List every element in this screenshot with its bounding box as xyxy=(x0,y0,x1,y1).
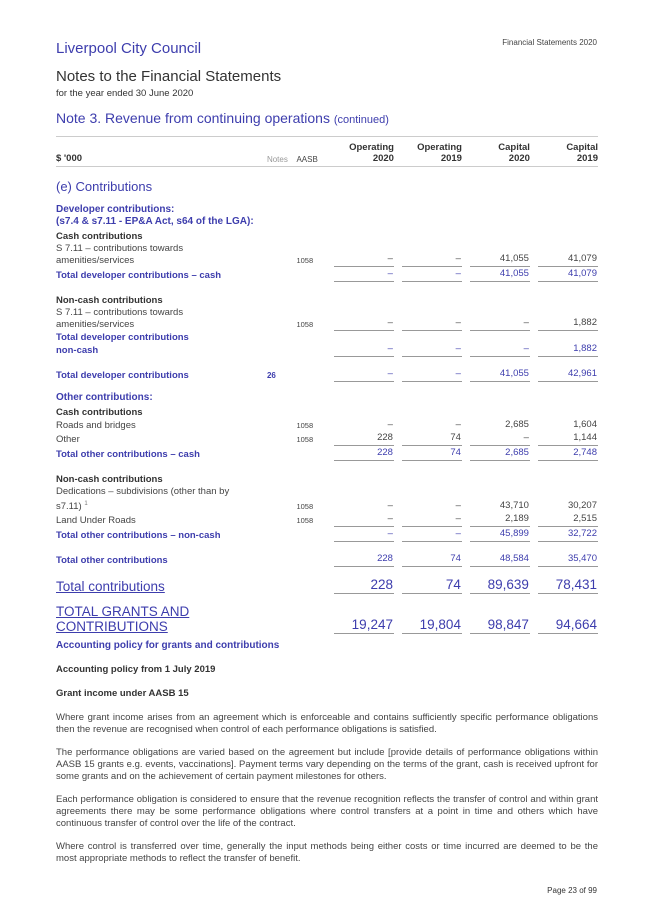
policy-paragraph: Each performance obligation is considered to ensure that the revenue recognition reflects the transfer of control and within grant agreements there may be some performance obligations where control transfers at a point in time and others which have continuous transfer of control over the life of the contract. xyxy=(56,794,598,829)
value-cell xyxy=(530,552,598,567)
subtotal-row xyxy=(56,331,598,357)
col-header-top: Capital xyxy=(498,142,530,153)
section-title-row xyxy=(56,167,598,205)
value: 30,207 xyxy=(567,500,597,512)
note-title-text: Note 3. Revenue from continuing operations xyxy=(56,110,330,126)
value: – xyxy=(334,367,394,382)
row-aasb: 1058 xyxy=(296,435,314,444)
subtotal-row xyxy=(56,527,598,542)
value-cell xyxy=(462,577,530,594)
col-header-units: $ '000 xyxy=(56,137,257,167)
value: – xyxy=(387,500,393,512)
developer-cash-heading: Cash contributions xyxy=(56,231,143,242)
value-cell xyxy=(462,243,530,267)
row-label-line2: s7.11) xyxy=(56,501,82,513)
column-header-row xyxy=(56,137,598,167)
section-title: (e) Contributions xyxy=(56,179,153,194)
row-notes xyxy=(257,552,297,567)
col-header-top: Operating xyxy=(417,142,462,153)
value: – xyxy=(470,432,530,446)
value: 43,710 xyxy=(499,500,529,512)
spacer xyxy=(56,357,598,367)
page-number: Page 23 of 99 xyxy=(547,886,597,895)
value: – xyxy=(455,500,461,512)
row-label xyxy=(56,331,257,357)
subtotal-row xyxy=(56,446,598,461)
row-label xyxy=(56,243,257,267)
value: 2,685 xyxy=(505,419,529,430)
row-label xyxy=(56,577,257,594)
spacer xyxy=(56,542,598,552)
table-row xyxy=(56,486,598,513)
col-header-top: Operating xyxy=(349,142,394,153)
table-row xyxy=(56,419,598,432)
value: 32,722 xyxy=(538,527,598,542)
policy-subheading: Grant income under AASB 15 xyxy=(56,688,189,699)
row-notes xyxy=(257,243,297,267)
policy-paragraph: Where control is transferred over time, generally the input methods being either costs or time incurred are deemed to be the most appropriate methods to reflect the transfer of benefit. xyxy=(56,841,598,864)
value-cell xyxy=(326,307,394,331)
footnote-marker: 1 xyxy=(84,501,88,507)
value: 41,079 xyxy=(538,267,598,282)
row-aasb: 1058 xyxy=(296,516,314,526)
group-title-row xyxy=(56,392,598,404)
value-cell xyxy=(326,486,394,513)
value-cell xyxy=(326,267,394,282)
subheading-row xyxy=(56,228,598,243)
value: 94,664 xyxy=(538,617,598,634)
value-cell xyxy=(394,446,462,461)
value-cell xyxy=(462,527,530,542)
value-cell xyxy=(530,577,598,594)
other-noncash-heading: Non-cash contributions xyxy=(56,474,163,485)
subheading-row xyxy=(56,292,598,307)
value: 19,247 xyxy=(334,617,394,634)
value: 2,515 xyxy=(538,513,598,527)
value-cell xyxy=(326,367,394,382)
organisation-name: Liverpool City Council xyxy=(56,40,202,57)
value-cell xyxy=(462,307,530,331)
developer-title xyxy=(56,204,598,228)
row-label: Other xyxy=(56,434,80,445)
row-aasb: 1058 xyxy=(296,421,314,430)
row-notes xyxy=(257,446,297,461)
value-cell xyxy=(394,419,462,432)
value: – xyxy=(402,367,462,382)
spacer xyxy=(56,282,598,292)
document-subtitle: for the year ended 30 June 2020 xyxy=(56,88,194,99)
value: 74 xyxy=(402,552,462,567)
value-cell xyxy=(530,432,598,446)
grand-total-row xyxy=(56,604,598,634)
value: 2,685 xyxy=(470,446,530,461)
value: 89,639 xyxy=(470,577,530,594)
value-cell xyxy=(326,331,394,357)
col-header-operating-2019 xyxy=(394,137,462,167)
value-cell xyxy=(326,243,394,267)
value: 41,055 xyxy=(470,367,530,382)
developer-title-line1: Developer contributions: xyxy=(56,204,175,215)
note-title xyxy=(56,110,389,126)
row-label-text: Total contributions xyxy=(56,579,165,595)
value: – xyxy=(334,317,394,331)
value-cell xyxy=(462,432,530,446)
value: 1,604 xyxy=(573,419,597,430)
row-label: Total other contributions – non-cash xyxy=(56,530,221,542)
row-label xyxy=(56,486,257,513)
value-cell xyxy=(462,367,530,382)
row-aasb xyxy=(296,552,326,567)
value: – xyxy=(334,513,394,527)
value-cell xyxy=(394,527,462,542)
value-cell xyxy=(462,604,530,634)
col-header-year: 2020 xyxy=(508,153,530,164)
spacer xyxy=(56,461,598,471)
value: 74 xyxy=(402,432,462,446)
row-label: Land Under Roads xyxy=(56,515,136,527)
value-cell xyxy=(530,513,598,527)
spacer xyxy=(56,382,598,392)
value-cell xyxy=(530,446,598,461)
value-cell xyxy=(530,307,598,331)
subheading-row xyxy=(56,404,598,419)
value: 74 xyxy=(402,577,462,594)
value: 228 xyxy=(334,446,394,461)
row-notes xyxy=(257,604,297,634)
row-aasb: 1058 xyxy=(296,320,314,329)
value-cell xyxy=(462,419,530,432)
value: – xyxy=(334,253,394,267)
report-name: Financial Statements 2020 xyxy=(502,38,597,47)
note-title-suffix: (continued) xyxy=(333,114,389,126)
value-cell xyxy=(530,243,598,267)
value: 41,055 xyxy=(470,253,530,267)
other-cash-heading: Cash contributions xyxy=(56,407,143,418)
row-notes xyxy=(257,419,297,432)
row-label: Total other contributions xyxy=(56,555,168,567)
value-cell xyxy=(394,432,462,446)
value: 41,055 xyxy=(470,267,530,282)
row-label-line1: Total developer contributions xyxy=(56,332,189,343)
other-title: Other contributions: xyxy=(56,392,153,403)
table-row xyxy=(56,432,598,446)
value: – xyxy=(334,527,394,542)
total-row xyxy=(56,367,598,382)
value-cell xyxy=(462,552,530,567)
value: – xyxy=(402,513,462,527)
value: 42,961 xyxy=(538,367,598,382)
value-cell xyxy=(394,604,462,634)
row-label: Roads and bridges xyxy=(56,420,136,431)
col-header-year: 2019 xyxy=(576,153,598,164)
policy-paragraph: Where grant income arises from an agreement which is enforceable and contains sufficiently specific performance obligations then the revenue are recognised when control of each performance obligations is satisfied. xyxy=(56,712,598,735)
value-cell xyxy=(394,307,462,331)
row-aasb: 1058 xyxy=(296,256,314,265)
row-aasb xyxy=(296,267,326,282)
contributions-table xyxy=(56,136,598,634)
value-cell xyxy=(394,331,462,357)
policy-heading: Accounting policy for grants and contributions xyxy=(56,640,280,651)
row-notes xyxy=(257,513,297,527)
value: 48,584 xyxy=(470,552,530,567)
value-cell xyxy=(462,513,530,527)
col-header-capital-2019 xyxy=(530,137,598,167)
value: 228 xyxy=(334,432,394,446)
row-label-line2: CONTRIBUTIONS xyxy=(56,619,168,635)
value-cell xyxy=(530,527,598,542)
col-header-notes: Notes xyxy=(257,137,297,167)
value-cell xyxy=(326,419,394,432)
value: 74 xyxy=(402,446,462,461)
row-notes xyxy=(257,307,297,331)
spacer xyxy=(56,567,598,577)
policy-subheading: Accounting policy from 1 July 2019 xyxy=(56,664,216,675)
value-cell xyxy=(530,331,598,357)
value: – xyxy=(334,342,394,357)
value: 19,804 xyxy=(402,617,462,634)
row-notes xyxy=(257,331,297,357)
value-cell xyxy=(326,432,394,446)
col-header-operating-2020 xyxy=(326,137,394,167)
value: – xyxy=(402,527,462,542)
value: 228 xyxy=(334,577,394,594)
row-label: Total developer contributions xyxy=(56,370,189,381)
row-aasb xyxy=(296,604,326,634)
value: 228 xyxy=(334,552,394,567)
row-notes xyxy=(257,267,297,282)
row-notes xyxy=(257,577,297,594)
col-header-capital-2020 xyxy=(462,137,530,167)
total-row xyxy=(56,552,598,567)
row-label-line2: amenities/services xyxy=(56,255,135,266)
value: – xyxy=(455,419,461,430)
row-label-line1: TOTAL GRANTS AND xyxy=(56,604,190,620)
row-aasb xyxy=(296,577,326,594)
value-cell xyxy=(326,577,394,594)
grand-total-row xyxy=(56,577,598,594)
row-label-line2: non-cash xyxy=(56,345,99,356)
value: – xyxy=(402,317,462,331)
value-cell xyxy=(394,577,462,594)
value-cell xyxy=(462,486,530,513)
value-cell xyxy=(462,267,530,282)
col-header-top: Capital xyxy=(566,142,598,153)
row-label: Total developer contributions – cash xyxy=(56,270,222,281)
row-label-line1: S 7.11 – contributions towards xyxy=(56,307,184,318)
value: 45,899 xyxy=(470,527,530,542)
subheading-row xyxy=(56,471,598,486)
value-cell xyxy=(326,552,394,567)
table-row xyxy=(56,513,598,527)
value-cell xyxy=(394,486,462,513)
row-label xyxy=(56,307,257,331)
value-cell xyxy=(394,243,462,267)
row-aasb xyxy=(296,446,326,461)
col-header-year: 2019 xyxy=(440,153,462,164)
value: – xyxy=(402,267,462,282)
value: 41,079 xyxy=(538,253,598,267)
value-cell xyxy=(394,552,462,567)
value: – xyxy=(470,317,530,331)
value-cell xyxy=(530,267,598,282)
row-label-line1: Dedications – subdivisions (other than by xyxy=(56,486,230,497)
document-title: Notes to the Financial Statements xyxy=(56,68,282,85)
row-notes xyxy=(257,486,297,513)
col-header-aasb: AASB xyxy=(296,137,326,167)
spacer xyxy=(56,594,598,604)
value: 35,470 xyxy=(538,552,598,567)
accounting-policy-section xyxy=(56,640,598,876)
value: – xyxy=(402,253,462,267)
value: 1,882 xyxy=(538,342,598,357)
value: – xyxy=(470,342,530,357)
row-aasb: 1058 xyxy=(296,502,314,512)
table-row xyxy=(56,243,598,267)
value-cell xyxy=(394,513,462,527)
row-notes: 26 xyxy=(266,371,276,380)
value: – xyxy=(334,267,394,282)
value-cell xyxy=(462,446,530,461)
row-label xyxy=(56,604,257,634)
value-cell xyxy=(394,267,462,282)
value-cell xyxy=(326,513,394,527)
row-notes xyxy=(257,432,297,446)
value: – xyxy=(387,419,393,430)
row-label: Total other contributions – cash xyxy=(56,449,200,460)
value: 1,144 xyxy=(538,432,598,446)
table-row xyxy=(56,307,598,331)
value: 1,882 xyxy=(538,317,598,331)
value-cell xyxy=(530,367,598,382)
value-cell xyxy=(530,419,598,432)
value-cell xyxy=(394,367,462,382)
value-cell xyxy=(326,604,394,634)
policy-paragraph: The performance obligations are varied based on the agreement but include [provide details of performance obligations within AASB 15 grants e.g. events, vaccinations]. Payment terms vary depending on the terms of the grant, cash is received upfront for some grants and on the achievement of certain payment milestones for others. xyxy=(56,747,598,782)
developer-noncash-heading: Non-cash contributions xyxy=(56,295,163,306)
row-aasb xyxy=(296,367,326,382)
value-cell xyxy=(530,604,598,634)
developer-title-line2: (s7.4 & s7.11 - EP&A Act, s64 of the LGA): xyxy=(56,216,254,227)
row-label-line2: amenities/services xyxy=(56,319,135,330)
row-notes xyxy=(257,527,297,542)
value: 78,431 xyxy=(538,577,598,594)
value-cell xyxy=(326,446,394,461)
value: – xyxy=(402,342,462,357)
value: 2,189 xyxy=(470,513,530,527)
value-cell xyxy=(462,331,530,357)
row-label-line1: S 7.11 – contributions towards xyxy=(56,243,184,254)
value-cell xyxy=(326,527,394,542)
value: 98,847 xyxy=(470,617,530,634)
value-cell xyxy=(530,486,598,513)
value: 2,748 xyxy=(538,446,598,461)
row-aasb xyxy=(296,331,326,357)
row-aasb xyxy=(296,527,326,542)
group-title-row xyxy=(56,204,598,228)
col-header-year: 2020 xyxy=(372,153,394,164)
subtotal-row xyxy=(56,267,598,282)
